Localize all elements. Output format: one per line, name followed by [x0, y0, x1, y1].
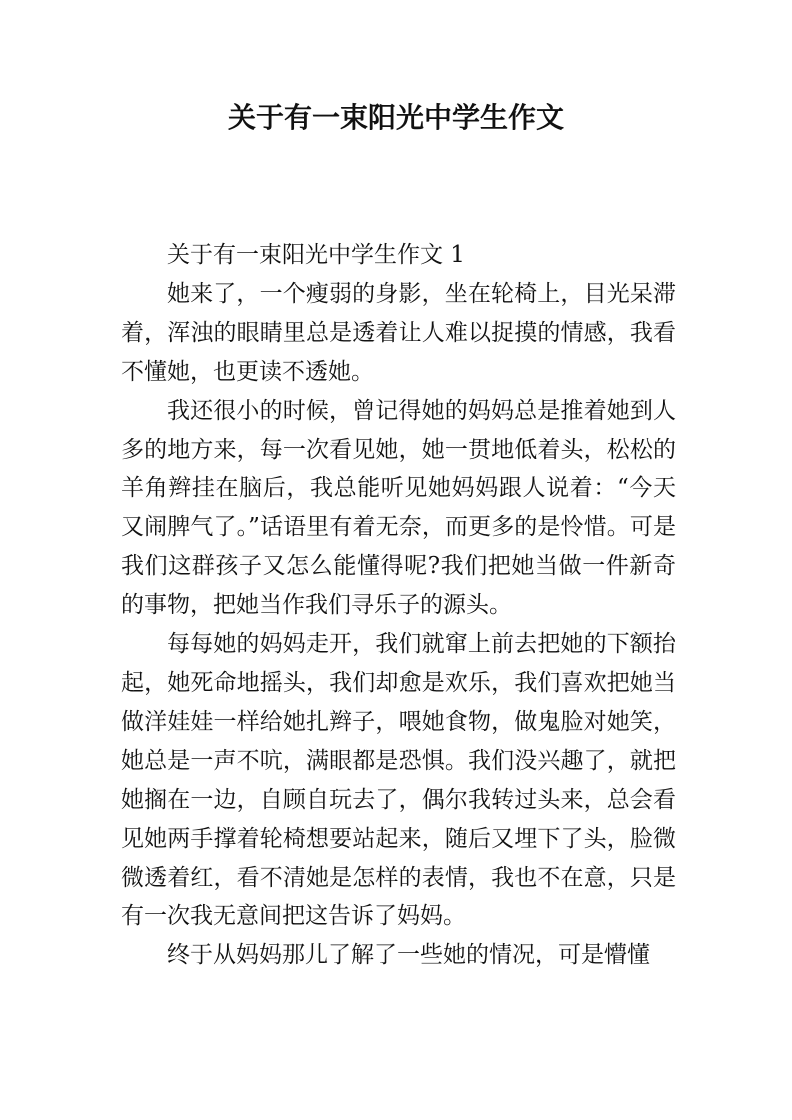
paragraph: 每每她的妈妈走开，我们就窜上前去把她的下额抬起，她死命地摇头，我们却愈是欢乐，我们喜欢把她当做洋娃娃一样给她扎辫子，喂她食物，做鬼脸对她笑，她总是一声不吭，满眼都是恐惧。我们没兴趣了，就把她搁在一边，自顾自玩去了，偶尔我转过头来，总会看见她两手撑着轮椅想要站起来，随后又埋下了头，脸微微透着红，看不清她是怎样的表情，我也不在意，只是有一次我无意间把这告诉了妈妈。	[121, 631, 676, 930]
essay-subtitle: 关于有一束阳光中学生作文 1	[167, 242, 465, 268]
paragraph: 终于从妈妈那儿了解了一些她的情况，可是懵懂	[167, 942, 650, 969]
document-title: 关于有一束阳光中学生作文	[227, 101, 564, 134]
paragraph: 她来了，一个瘦弱的身影，坐在轮椅上，目光呆滞着，浑浊的眼睛里总是透着让人难以捉摸的情感，我看不懂她，也更读不透她。	[121, 280, 676, 385]
paragraph: 我还很小的时候，曾记得她的妈妈总是推着她到人多的地方来，每一次看见她，她一贯地低着头，松松的羊角辫挂在脑后，我总能听见她妈妈跟人说着：“今天又闹脾气了。”话语里有着无奈，而更多的是怜惜。可是我们这群孩子又怎么能懂得呢?我们把她当做一件新奇的事物，把她当作我们寻乐子的源头。	[121, 397, 676, 619]
document-body	[121, 236, 676, 975]
